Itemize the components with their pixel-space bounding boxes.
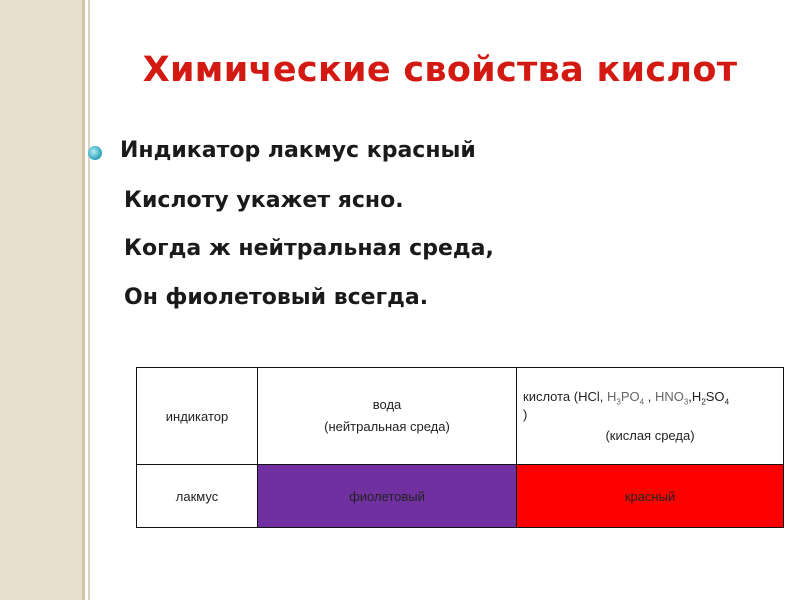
poem-line-2: Кислоту укажет ясно.	[124, 188, 404, 213]
header-water-title: вода	[372, 397, 402, 412]
header-water	[258, 368, 517, 465]
table-header-row	[137, 368, 784, 465]
acid-formula-part: H	[607, 389, 617, 405]
acid-formula-sub: 3	[616, 397, 621, 407]
cell-acid-color: красный	[517, 465, 784, 528]
poem-line-1: Индикатор лакмус красный	[120, 138, 476, 163]
acid-formula-part: HNO	[654, 389, 684, 405]
acid-formula-part: )	[523, 406, 528, 422]
poem-line-3: Когда ж нейтральная среда,	[124, 236, 494, 261]
cell-litmus: лакмус	[137, 465, 258, 528]
acid-formula-part: ,	[644, 389, 655, 405]
acid-formula-sub: 4	[639, 397, 645, 407]
bullet-icon	[88, 146, 102, 160]
header-indicator	[137, 368, 258, 465]
header-acid-env: (кислая среда)	[605, 427, 695, 443]
slide-title: Химические свойства кислот	[142, 50, 738, 90]
header-acid-word: кислота	[523, 389, 571, 405]
acid-formula-part: ,	[688, 389, 692, 405]
poem-line-4: Он фиолетовый всегда.	[124, 285, 429, 310]
acid-formula-sub: 2	[701, 397, 706, 407]
header-indicator-label: индикатор	[165, 408, 229, 424]
left-decorative-thin-line	[88, 0, 90, 600]
header-water-env: (нейтральная среда)	[324, 419, 450, 434]
acid-formula-sub: 3	[683, 397, 689, 407]
left-decorative-band	[0, 0, 82, 600]
table-row	[137, 465, 784, 528]
acid-formula-part: SO	[705, 389, 725, 405]
header-acid-formulas	[523, 389, 777, 422]
cell-neutral-color: фиолетовый	[258, 465, 517, 528]
acid-formula-sub: 4	[724, 397, 730, 407]
acid-formula-part: PO	[620, 389, 640, 405]
acid-formula-part: (HCl,	[573, 389, 608, 405]
indicator-table	[136, 367, 784, 528]
left-decorative-line	[82, 0, 85, 600]
acid-formula-part: H	[691, 389, 702, 405]
header-acid	[517, 368, 784, 465]
